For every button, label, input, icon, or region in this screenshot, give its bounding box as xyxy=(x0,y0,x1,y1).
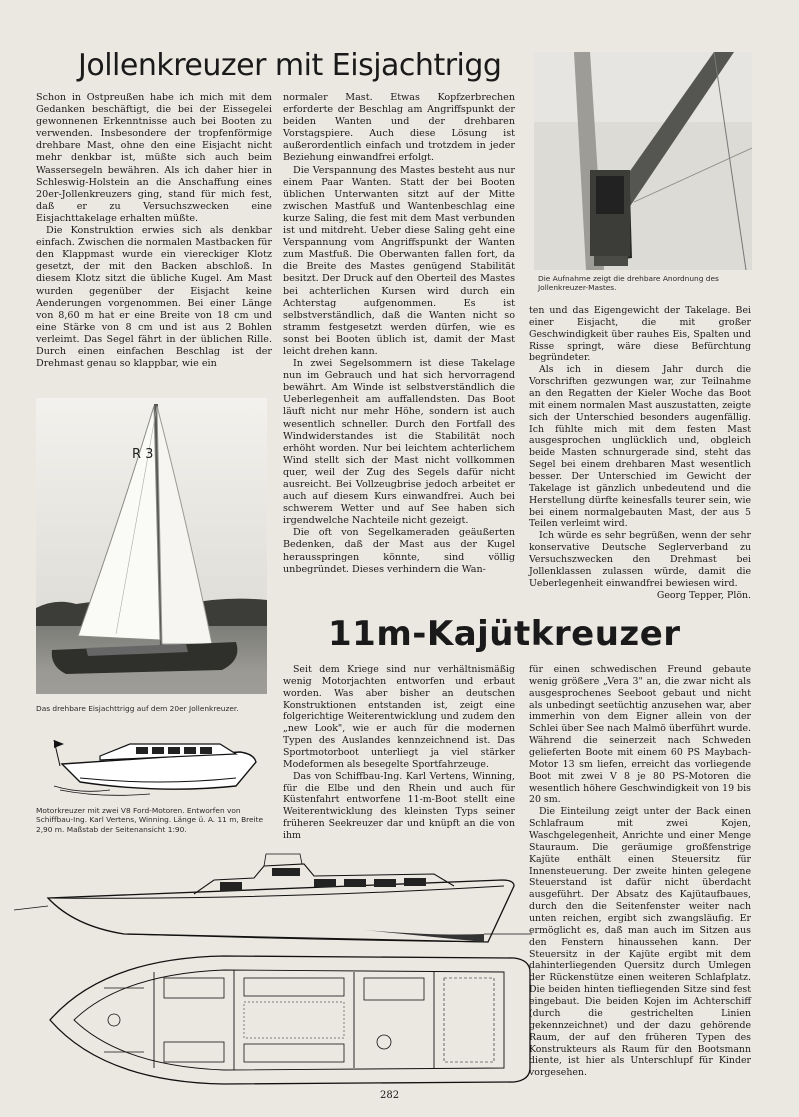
paragraph: Die Konstruktion erwies sich als denkbar einfach. Zwischen die normalen Mastbacken für den Klappmast wurde ein viereckiger Klotz gesetzt, der mit den Backen abschloß. In diesem Klotz sitzt die übliche Kugel. Am Mast wurden gegenüber der Eisjacht keine Aenderungen vorgenommen. Bei einer Länge von 8,60 m hat er eine Breite von 18 cm und eine Stärke von 8 cm und ist aus 2 Bohlen verleimt. Das Segel fährt in der üblichen Rille. Durch einen einfachen Beschlag ist der Drehmast genau so klappbar, wie ein xyxy=(36,225,272,370)
paragraph: Das von Schiffbau-Ing. Karl Vertens, Winning, für die Elbe und den Rhein und auch für Küstenfahrt entworfene 11-m-Boot stellt eine Weiterentwicklung des kleinsten Typs seiner früheren Seekreuzer dar und knüpft an die von ihm xyxy=(283,770,515,842)
article-title-jollenkreuzer: Jollenkreuzer mit Eisjachtrigg xyxy=(78,48,502,83)
caption-mast: Die Aufnahme zeigt die drehbare Anordnung des Jollenkreuzer-Mastes. xyxy=(538,274,719,293)
article1-column-2 xyxy=(283,92,515,576)
sailboat-photo xyxy=(36,398,267,694)
mast-photo xyxy=(534,52,752,270)
sail-number: R 3 xyxy=(132,447,154,462)
article1-column-1 xyxy=(36,92,272,370)
article1-column-3 xyxy=(529,305,751,601)
author-signature: Georg Tepper, Plön. xyxy=(656,589,751,601)
paragraph: Die Einteilung zeigt unter der Back einen Schlafraum mit zwei Kojen, Waschgelegenheit, Anrichte und einer Menge Stauraum. Die geräumige großfenstrige Kajüte enthält einen Steuersitz für Innensteuerung. Der zweite hinten gelegene Steuerstand ist dafür nicht überdacht ausgeführt. Der Absatz des Kajütaufbaues, durch den die Seitenfenster weiter nach unten reichen, ergibt sich zwangsläufig. Er ermöglicht es, daß man auch im Sitzen aus den Fenstern hinaussehen kann. Der Steuersitz in der Kajüte ergibt mit dem dahinterliegenden Quersitz durch Umlegen der Rückenstütze einen weiteren Schlafplatz. Die beiden hinten tiefliegenden Sitze sind fest eingebaut. Die beiden Kojen im Achterschiff (durch die gestrichelten Linien gekennzeichnet) und der dazu gehörende Raum, der auf den früheren Typen des Konstrukteurs als Raum für den Bootsmann diente, ist hier als Unterschlupf für Kinder vorgesehen. xyxy=(529,806,751,1079)
caption-motorcruiser: Motorkreuzer mit zwei V8 Ford-Motoren. Entworfen von Schiffbau-Ing. Karl Vertens, Winning. Länge ü. A. 11 m, Breite 2,90 m. Maßstab der Seitenansicht 1:90. xyxy=(36,806,264,834)
motorboat-sketch xyxy=(40,724,272,800)
caption-sailboat: Das drehbare Eisjachttrigg auf dem 20er Jollenkreuzer. xyxy=(36,704,239,713)
article-title-kajuetkreuzer: 11m-Kajütkreuzer xyxy=(328,614,681,654)
paragraph: Als ich in diesem Jahr durch die Vorschriften gezwungen war, zur Teilnahme an den Regatten der Kieler Woche das Boot mit einem normalen Mast auszustatten, zeigte sich der Unterschied besonders augenfällig. Ich fühlte mich mit dem festen Mast ausgesprochen unglücklich und, obgleich beide Masten schnurgerade sind, steht das Segel bei einem drehbaren Mast wesentlich besser. Der Unterschied im Gewicht der Takelage ist gänzlich unbedeutend und die Herstellung dürfte keinesfalls teurer sein, wie bei einem normalgebauten Mast, der aus 5 Teilen verleimt wird. xyxy=(529,364,751,530)
paragraph: normaler Mast. Etwas Kopfzerbrechen erforderte der Beschlag am Angriffspunkt der beiden Wanten und der drehbaren Vorstagspiere. Auch diese Lösung ist außerordentlich einfach und trotzdem in jeder Beziehung einwandfrei erfolgt. xyxy=(283,92,515,164)
article2-column-1 xyxy=(283,664,515,842)
paragraph: In zwei Segelsommern ist diese Takelage nun im Gebrauch und hat sich hervorragend bewährt. Am Winde ist selbstverständlich die Ueberlegenheit am auffallendsten. Das Boot läuft nicht nur mehr Höhe, sondern ist auch wesentlich schneller. Durch den Fortfall des Windwiderstandes ist die Stabilität noch erhöht worden. Nur bei leichtem achterlichem Wind stellt sich der Mast nicht vollkommen quer, weil der Zug des Segels dafür nicht ausreicht. Bei Vollzeugbrise jedoch arbeitet er auch auf diesem Kurs einwandfrei. Auch bei schwerem Wetter und auf See haben sich irgendwelche Nachteile nicht gezeigt. xyxy=(283,358,515,527)
deck-plan-drawing xyxy=(44,952,532,1088)
paragraph: Seit dem Kriege sind nur verhältnismäßig wenig Motorjachten entworfen und erbaut worden. Was aber bisher an deutschen Konstruktionen entstanden ist, zeigt eine folgerichtige Weiterentwicklung und zudem den „new Look", wie er auch für die modernen Typen des Auslandes kennzeichnend ist. Das Sportmotorboot unterliegt ja viel stärker Modeformen als besegelte Sportfahrzeuge. xyxy=(283,664,515,770)
paragraph: Schon in Ostpreußen habe ich mich mit dem Gedanken beschäftigt, die bei der Eissegelei gewonnenen Erkenntnisse auch bei Booten zu verwenden. Insbesondere der tropfenförmige drehbare Mast, ohne den eine Eisjacht nicht mehr denkbar ist, müßte sich auch beim Wassersegeln bewähren. Als ich daher hier in Schleswig-Holstein an die Anschaffung eines 20er-Jollenkreuzers ging, stand für mich fest, daß er zu Versuchszwecken eine Eisjachttakelage erhalten müßte. xyxy=(36,92,272,224)
side-elevation-drawing xyxy=(14,850,532,950)
paragraph: Die Verspannung des Mastes besteht aus nur einem Paar Wanten. Statt der bei Booten üblichen Unterwanten sitzt auf der Mitte zwischen Mastfuß und Wantenbeschlag eine kurze Saling, die fest mit dem Mast verbunden ist und mitdreht. Ueber diese Saling geht eine Verspannung vom Angriffspunkt der Wanten zum Mastfuß. Die Oberwanten fallen fort, da die Breite des Mastes genügend Stabilität besitzt. Der Druck auf den Oberteil des Mastes bei achterlichen Kursen wird durch ein Achterstag aufgenommen. Es ist selbstverständlich, daß die Wanten nicht so stramm festgesetzt werden dürfen, wie es sonst bei Booten üblich ist, damit der Mast leicht drehen kann. xyxy=(283,164,515,357)
article2-column-2 xyxy=(529,664,751,1079)
paragraph: Ich würde es sehr begrüßen, wenn der sehr konservative Deutsche Seglerverband zu Versuchszwecken den Drehmast bei Jollenklassen zulassen würde, damit die Ueberlegenheit einwandfrei bewiesen wird. xyxy=(529,530,751,589)
page-number: 282 xyxy=(380,1090,400,1101)
paragraph: für einen schwedischen Freund gebaute wenig größere „Vera 3" an, die zwar nicht als ausgesprochenes Seeboot gebaut und nicht als unbedingt seetüchtig anzusehen war, aber immerhin von dem Eigner allein von der Schlei über See nach Malmö überführt wurde. Während die seinerzeit nach Schweden gelieferten Boote mit einem 60 PS Maybach-Motor 13 sm liefen, erreicht das vorliegende Boot mit zwei V 8 je 80 PS-Motoren die wesentlich höhere Geschwindigkeit von 19 bis 20 sm. xyxy=(529,664,751,806)
paragraph: ten und das Eigengewicht der Takelage. Bei einer Eisjacht, die mit großer Geschwindigkeit über rauhes Eis, Spalten und Risse springt, wäre diese Befürchtung begründeter. xyxy=(529,305,751,364)
paragraph: Die oft von Segelkameraden geäußerten Bedenken, daß der Mast aus der Kugel herausspringen könnte, sind völlig unbegründet. Dieses verhindern die Wan- xyxy=(283,527,515,575)
